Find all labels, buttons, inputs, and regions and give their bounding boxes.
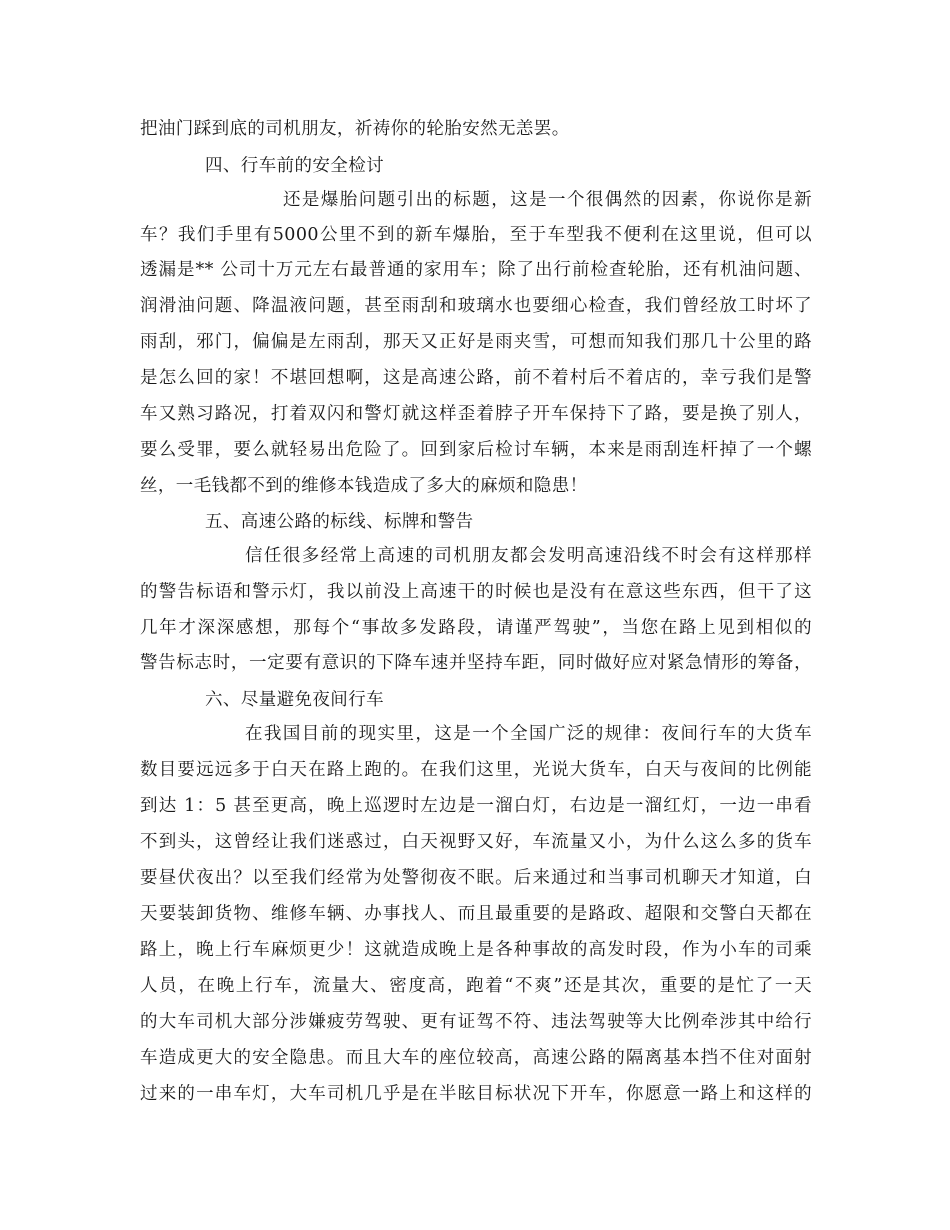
- paragraph-line: 警告标志时，一定要有意识的下降车速并坚持车距，同时做好应对紧急情形的筹备，: [140, 653, 812, 673]
- paragraph-line: 透漏是** 公司十万元左右最普通的家用车；除了出行前检查轮胎，还有机油问题、: [140, 260, 812, 280]
- paragraph-line: 天要装卸货物、维修车辆、办事找人、而且最重要的是路政、超限和交警白天都在: [140, 904, 812, 924]
- paragraph-line: 数目要远远多于白天在路上跑的。在我们这里，光说大货车，白天与夜间的比例能: [140, 760, 812, 780]
- paragraph-line: 的警告标语和警示灯，我以前没上高速干的时候也是没有在意这些东西，但干了这: [140, 582, 812, 602]
- paragraph-line: 车？我们手里有5000公里不到的新车爆胎，至于车型我不便利在这里说，但可以: [140, 225, 812, 245]
- paragraph-line: 雨刮，邪门，偏偏是左雨刮，那天又正好是雨夹雪，可想而知我们那几十公里的路: [140, 332, 812, 352]
- paragraph-line: 人员，在晚上行车，流量大、密度高，跑着“不爽”还是其次，重要的是忙了一天: [140, 976, 812, 996]
- paragraph-line: 的大车司机大部分涉嫌疲劳驾驶、更有证驾不符、违法驾驶等大比例牵涉其中给行: [140, 1012, 812, 1032]
- paragraph-line: 要么受罪，要么就轻易出危险了。回到家后检讨车辆，本来是雨刮连杆掉了一个螺: [140, 440, 812, 460]
- paragraph-line: 到达 1：5 甚至更高，晚上巡逻时左边是一溜白灯，右边是一溜红灯，一边一串看: [140, 796, 812, 816]
- paragraph-line: 在我国目前的现实里，这是一个全国广泛的规律：夜间行车的大货车: [245, 724, 812, 744]
- paragraph-line: 润滑油问题、降温液问题，甚至雨刮和玻璃水也要细心检查，我们曾经放工时坏了: [140, 296, 812, 316]
- paragraph-line: 还是爆胎问题引出的标题，这是一个很偶然的因素，你说你是新: [283, 190, 812, 210]
- paragraph-line: 几年才深深感想，那每个“事故多发路段，请谨严驾驶”，当您在路上见到相似的: [140, 618, 812, 638]
- section-heading-5: 五、高速公路的标线、标牌和警告: [205, 512, 474, 532]
- paragraph-line: 路上，晚上行车麻烦更少！这就造成晚上是各种事故的高发时段，作为小车的司乘: [140, 940, 812, 960]
- paragraph-line: 过来的一串车灯，大车司机几乎是在半眩目标状况下开车，你愿意一路上和这样的: [140, 1084, 812, 1104]
- section-heading-4: 四、行车前的安全检讨: [205, 156, 384, 176]
- paragraph-line: 把油门踩到底的司机朋友，祈祷你的轮胎安然无恙罢。: [140, 119, 570, 139]
- paragraph-line: 车造成更大的安全隐患。而且大车的座位较高，高速公路的隔离基本挡不住对面射: [140, 1048, 812, 1068]
- paragraph-line: 不到头，这曾经让我们迷惑过，白天视野又好，车流量又小，为什么这么多的货车: [140, 832, 812, 852]
- section-heading-6: 六、尽量避免夜间行车: [205, 690, 384, 710]
- paragraph-line: 丝，一毛钱都不到的维修本钱造成了多大的麻烦和隐患！: [140, 476, 588, 496]
- paragraph-line: 信任很多经常上高速的司机朋友都会发明高速沿线不时会有这样那样: [245, 546, 812, 566]
- paragraph-line: 是怎么回的家！不堪回想啊，这是高速公路，前不着村后不着店的，幸亏我们是警: [140, 368, 812, 388]
- paragraph-line: 车又熟习路况，打着双闪和警灯就这样歪着脖子开车保持下了路，要是换了别人，: [140, 404, 812, 424]
- paragraph-line: 要昼伏夜出？以至我们经常为处警彻夜不眠。后来通过和当事司机聊天才知道，白: [140, 868, 812, 888]
